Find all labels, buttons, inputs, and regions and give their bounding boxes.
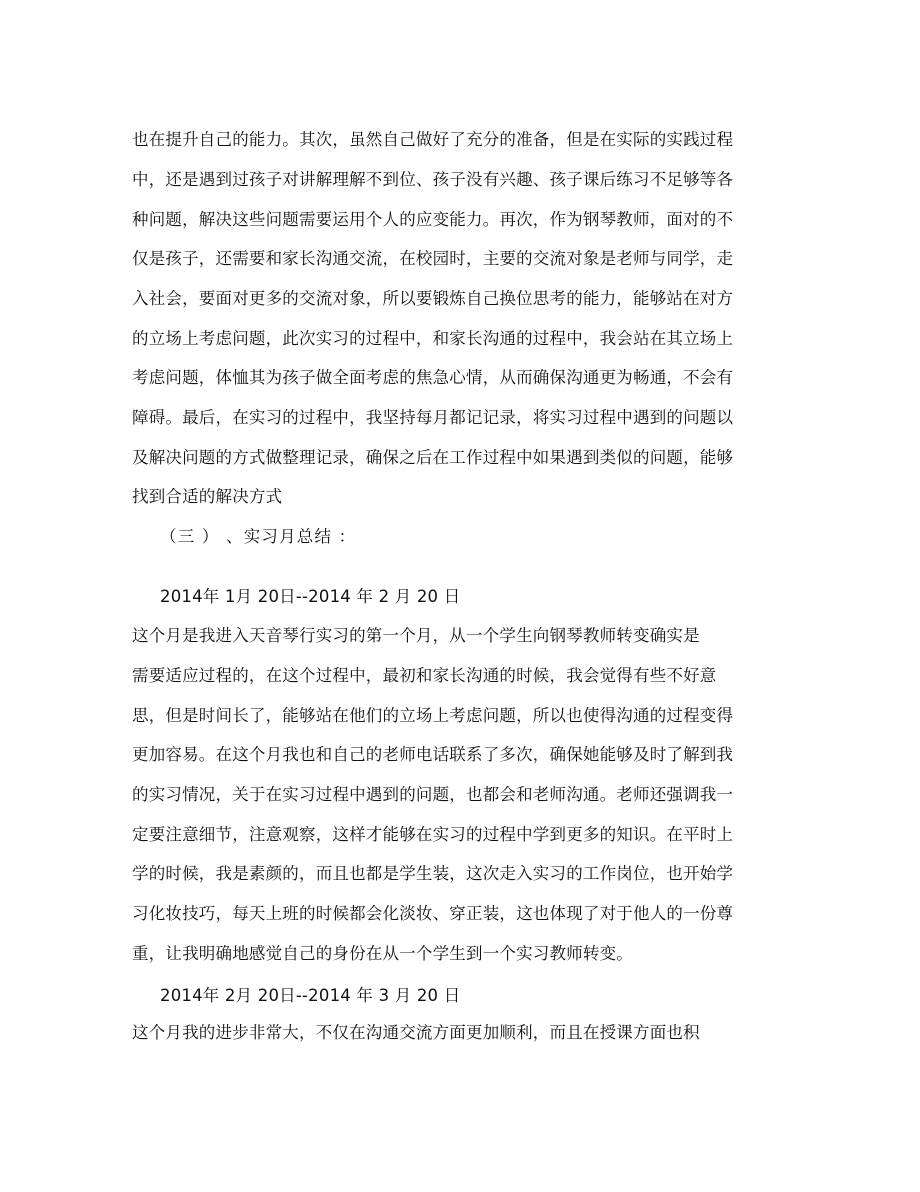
text-line: 的立场上考虑问题，此次实习的过程中，和家长沟通的过程中，我会站在其立场上 xyxy=(132,329,734,348)
text-line: 及解决问题的方式做整理记录，确保之后在工作过程中如果遇到类似的问题，能够 xyxy=(132,448,734,467)
text-line: 习化妆技巧，每天上班的时候都会化淡妆、穿正装，这也体现了对于他人的一份尊 xyxy=(132,904,734,923)
text-line: 思，但是时间长了，能够站在他们的立场上考虑问题，所以也使得沟通的过程变得 xyxy=(132,706,734,725)
period-heading: 2014年 2月 20日--2014 年 3 月 20 日 xyxy=(160,986,461,1005)
text-line: 这个月我的进步非常大，不仅在沟通交流方面更加顺利，而且在授课方面也积 xyxy=(132,1023,700,1042)
text-line: 也在提升自己的能力。其次，虽然自己做好了充分的准备，但是在实际的实践过程 xyxy=(132,130,734,149)
text-line: 重，让我明确地感觉自己的身份在从一个学生到一个实习教师转变。 xyxy=(132,944,633,963)
text-line: 需要适应过程的，在这个过程中，最初和家长沟通的时候，我会觉得有些不好意 xyxy=(132,666,717,685)
section-heading: （三 ） 、实习月总结 ： xyxy=(160,527,357,546)
text-line: 这个月是我进入天音琴行实习的第一个月，从一个学生向钢琴教师转变确实是 xyxy=(132,626,700,645)
text-line: 中，还是遇到过孩子对讲解理解不到位、孩子没有兴趣、孩子课后练习不足够等各 xyxy=(132,170,734,189)
text-line: 入社会，要面对更多的交流对象，所以要锻炼自己换位思考的能力，能够站在对方 xyxy=(132,289,734,308)
text-line: 障碍。最后，在实习的过程中，我坚持每月都记记录，将实习过程中遇到的问题以 xyxy=(132,408,734,427)
text-line: 更加容易。在这个月我也和自己的老师电话联系了多次，确保她能够及时了解到我 xyxy=(132,745,734,764)
text-line: 找到合适的解决方式 xyxy=(132,487,283,506)
text-line: 的实习情况，关于在实习过程中遇到的问题，也都会和老师沟通。老师还强调我一 xyxy=(132,785,734,804)
text-line: 学的时候，我是素颜的，而且也都是学生装，这次走入实习的工作岗位，也开始学 xyxy=(132,864,734,883)
text-line: 仅是孩子，还需要和家长沟通交流，在校园时，主要的交流对象是老师与同学，走 xyxy=(132,249,734,268)
period-heading: 2014年 1月 20日--2014 年 2 月 20 日 xyxy=(160,587,461,606)
text-line: 考虑问题，体恤其为孩子做全面考虑的焦急心情，从而确保沟通更为畅通，不会有 xyxy=(132,368,734,387)
text-line: 定要注意细节，注意观察，这样才能够在实习的过程中学到更多的知识。在平时上 xyxy=(132,825,734,844)
text-line: 种问题，解决这些问题需要运用个人的应变能力。再次，作为钢琴教师，面对的不 xyxy=(132,210,734,229)
